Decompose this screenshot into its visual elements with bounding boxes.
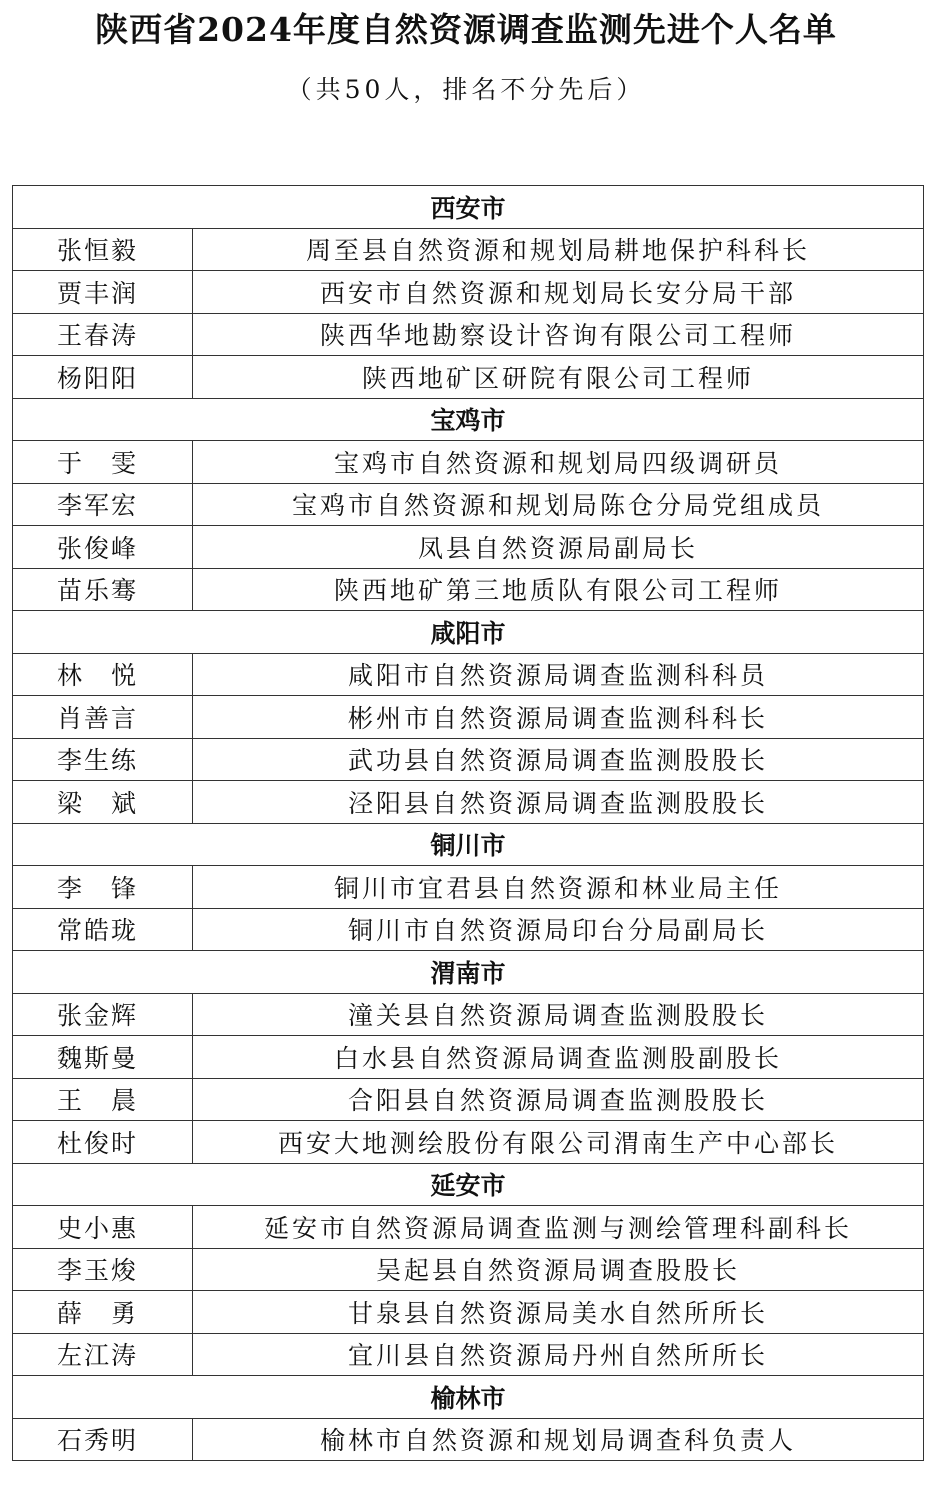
person-position: 陕西地矿第三地质队有限公司工程师: [193, 568, 924, 611]
table-row: [13, 1121, 924, 1164]
document-subtitle: （共50人，排名不分先后）: [286, 75, 646, 104]
table-row: [13, 653, 924, 696]
table-row: [13, 696, 924, 739]
document-title: 陕西省2024年度自然资源调查监测先进个人名单: [95, 10, 837, 49]
person-position: 泾阳县自然资源局调查监测股股长: [193, 781, 924, 824]
person-position: 白水县自然资源局调查监测股副股长: [193, 1036, 924, 1079]
person-name: 魏斯曼: [13, 1036, 193, 1079]
city-heading: 咸阳市: [13, 611, 924, 654]
table-row: [13, 1418, 924, 1461]
table-row: [13, 908, 924, 951]
table-row: [13, 1078, 924, 1121]
person-name: 左江涛: [13, 1333, 193, 1376]
honoree-table: [12, 185, 924, 1461]
person-position: 延安市自然资源局调查监测与测绘管理科副科长: [193, 1206, 924, 1249]
city-heading: 西安市: [13, 186, 924, 229]
person-position: 宝鸡市自然资源和规划局四级调研员: [193, 441, 924, 484]
city-section-row: [13, 823, 924, 866]
city-section-row: [13, 1376, 924, 1419]
person-position: 铜川市宜君县自然资源和林业局主任: [193, 866, 924, 909]
person-name: 贾丰润: [13, 271, 193, 314]
table-row: [13, 483, 924, 526]
person-name: 王春涛: [13, 313, 193, 356]
person-name: 李军宏: [13, 483, 193, 526]
table-row: [13, 1036, 924, 1079]
city-heading: 延安市: [13, 1163, 924, 1206]
person-position: 吴起县自然资源局调查股股长: [193, 1248, 924, 1291]
person-name: 张金辉: [13, 993, 193, 1036]
person-position: 西安市自然资源和规划局长安分局干部: [193, 271, 924, 314]
person-name: 梁 斌: [13, 781, 193, 824]
city-heading: 宝鸡市: [13, 398, 924, 441]
person-name: 苗乐骞: [13, 568, 193, 611]
person-name: 张恒毅: [13, 228, 193, 271]
table-row: [13, 1206, 924, 1249]
person-name: 常皓珑: [13, 908, 193, 951]
table-row: [13, 568, 924, 611]
city-heading: 榆林市: [13, 1376, 924, 1419]
person-name: 肖善言: [13, 696, 193, 739]
person-position: 西安大地测绘股份有限公司渭南生产中心部长: [193, 1121, 924, 1164]
person-position: 周至县自然资源和规划局耕地保护科科长: [193, 228, 924, 271]
person-name: 杨阳阳: [13, 356, 193, 399]
person-name: 石秀明: [13, 1418, 193, 1461]
person-position: 陕西地矿区研院有限公司工程师: [193, 356, 924, 399]
person-name: 杜俊时: [13, 1121, 193, 1164]
person-position: 宝鸡市自然资源和规划局陈仓分局党组成员: [193, 483, 924, 526]
person-name: 薛 勇: [13, 1291, 193, 1334]
table-row: [13, 738, 924, 781]
person-position: 铜川市自然资源局印台分局副局长: [193, 908, 924, 951]
city-section-row: [13, 186, 924, 229]
table-row: [13, 1291, 924, 1334]
table-row: [13, 441, 924, 484]
city-section-row: [13, 611, 924, 654]
table-row: [13, 228, 924, 271]
person-name: 于 雯: [13, 441, 193, 484]
city-section-row: [13, 1163, 924, 1206]
person-name: 李玉焌: [13, 1248, 193, 1291]
table-row: [13, 993, 924, 1036]
table-row: [13, 1248, 924, 1291]
table-row: [13, 271, 924, 314]
person-position: 彬州市自然资源局调查监测科科长: [193, 696, 924, 739]
city-section-row: [13, 398, 924, 441]
person-name: 王 晨: [13, 1078, 193, 1121]
table-row: [13, 781, 924, 824]
city-heading: 铜川市: [13, 823, 924, 866]
table-row: [13, 526, 924, 569]
person-position: 榆林市自然资源和规划局调查科负责人: [193, 1418, 924, 1461]
person-position: 陕西华地勘察设计咨询有限公司工程师: [193, 313, 924, 356]
person-position: 凤县自然资源局副局长: [193, 526, 924, 569]
person-name: 张俊峰: [13, 526, 193, 569]
person-position: 甘泉县自然资源局美水自然所所长: [193, 1291, 924, 1334]
person-position: 合阳县自然资源局调查监测股股长: [193, 1078, 924, 1121]
table-row: [13, 313, 924, 356]
person-position: 武功县自然资源局调查监测股股长: [193, 738, 924, 781]
table-row: [13, 866, 924, 909]
person-name: 李 锋: [13, 866, 193, 909]
person-position: 咸阳市自然资源局调查监测科科员: [193, 653, 924, 696]
table-row: [13, 1333, 924, 1376]
person-position: 宜川县自然资源局丹州自然所所长: [193, 1333, 924, 1376]
city-section-row: [13, 951, 924, 994]
person-position: 潼关县自然资源局调查监测股股长: [193, 993, 924, 1036]
city-heading: 渭南市: [13, 951, 924, 994]
person-name: 李生练: [13, 738, 193, 781]
person-name: 林 悦: [13, 653, 193, 696]
person-name: 史小惠: [13, 1206, 193, 1249]
table-row: [13, 356, 924, 399]
